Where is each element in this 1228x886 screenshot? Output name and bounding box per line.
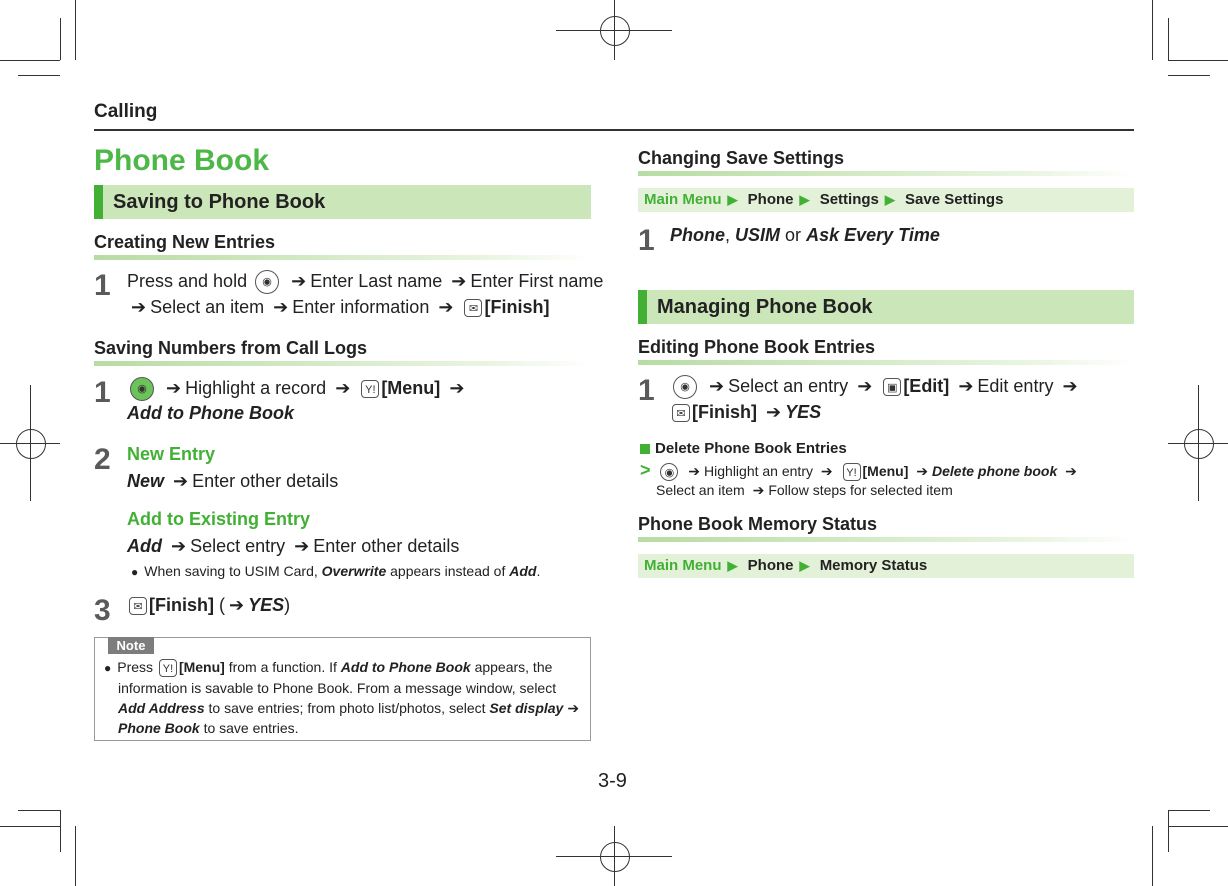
mail-key-icon: ✉ xyxy=(464,299,482,317)
note-text: Phone Book to save entries. xyxy=(118,720,299,736)
bullet-note: ● When saving to USIM Card, Overwrite appears instead of Add. xyxy=(131,563,541,579)
center-key-icon: ◉ xyxy=(660,463,678,481)
center-key-icon: ◉ xyxy=(673,375,697,399)
section-saving: Saving to Phone Book xyxy=(94,185,591,219)
delete-steps: > ◉ ➔ Highlight an entry ➔ Y! [Menu] ➔ Delete phone book ➔ xyxy=(640,460,1077,480)
heading-memory: Phone Book Memory Status xyxy=(638,514,878,534)
heading-rule xyxy=(638,360,1134,365)
call-log-key-icon: ◉ xyxy=(130,377,154,401)
running-header: Calling xyxy=(94,101,158,122)
header-rule xyxy=(94,129,1134,131)
heading-rule xyxy=(94,255,591,260)
option-heading: Add to Existing Entry xyxy=(127,509,311,529)
page-title: Phone Book xyxy=(94,144,270,177)
heading-changing: Changing Save Settings xyxy=(638,148,845,168)
triangle-icon: ▶ xyxy=(727,192,738,207)
delete-heading: Delete Phone Book Entries xyxy=(640,440,847,457)
mail-key-icon: ✉ xyxy=(129,597,147,615)
note-text: ● Press Y! [Menu] from a function. If Add to Phone Book appears, the xyxy=(104,659,553,676)
step-number: 2 xyxy=(94,443,111,476)
section-managing: Managing Phone Book xyxy=(638,290,1134,324)
mail-key-icon: ✉ xyxy=(672,404,690,422)
step-text: ◉ ➔ Select an entry ➔ ▣ [Edit] ➔ Edit entry ➔ xyxy=(670,375,1082,399)
step-text: ✉ [Finish] ( ➔ YES) xyxy=(127,595,290,616)
bullet-icon: ● xyxy=(131,565,139,579)
y-key-icon: Y! xyxy=(843,463,861,481)
nav-path: Main Menu ▶ Phone ▶ Memory Status xyxy=(638,554,1134,578)
nav-path: Main Menu ▶ Phone ▶ Settings ▶ Save Settings xyxy=(638,188,1134,212)
note-tab: Note xyxy=(108,637,154,654)
step-text: New ➔ Enter other details xyxy=(127,471,339,491)
heading-rule xyxy=(638,171,1134,176)
step-text: Add to Phone Book xyxy=(127,403,294,423)
step-text: Phone, USIM or Ask Every Time xyxy=(670,225,940,245)
square-icon xyxy=(640,444,650,454)
heading-editing: Editing Phone Book Entries xyxy=(638,337,876,357)
y-key-icon: Y! xyxy=(361,380,379,398)
delete-steps: Select an item ➔ Follow steps for selected item xyxy=(656,482,953,498)
page-number: 3-9 xyxy=(598,770,627,792)
step-number: 3 xyxy=(94,594,111,627)
step-text: ◉ ➔ Highlight a record ➔ Y! [Menu] ➔ xyxy=(127,377,468,401)
option-heading: New Entry xyxy=(127,444,216,464)
step-number: 1 xyxy=(638,374,655,407)
chevron-icon: > xyxy=(640,460,651,480)
note-text: information is savable to Phone Book. From a message window, select xyxy=(118,680,557,696)
tv-key-icon: ▣ xyxy=(883,378,901,396)
step-number: 1 xyxy=(638,224,655,257)
step-number: 1 xyxy=(94,376,111,409)
arrow-icon: ➔ xyxy=(291,270,307,291)
step-text: ✉ [Finish] ➔ YES xyxy=(670,402,821,423)
center-key-icon: ◉ xyxy=(255,270,279,294)
step-number: 1 xyxy=(94,269,111,302)
step-text: ➔ Select an item ➔ Enter information ➔ ✉ [Finish] xyxy=(131,297,550,317)
y-key-icon: Y! xyxy=(159,659,177,677)
step-text: Press and hold ◉ ➔ Enter Last name ➔ Enter First name xyxy=(127,270,603,294)
heading-rule xyxy=(638,537,1134,542)
heading-call-logs: Saving Numbers from Call Logs xyxy=(94,338,368,358)
heading-creating: Creating New Entries xyxy=(94,232,276,252)
note-text: Add Address to save entries; from photo list/photos, select Set display ➔ xyxy=(118,700,580,716)
step-text: Add ➔ Select entry ➔ Enter other details xyxy=(127,536,460,556)
heading-rule xyxy=(94,361,591,366)
